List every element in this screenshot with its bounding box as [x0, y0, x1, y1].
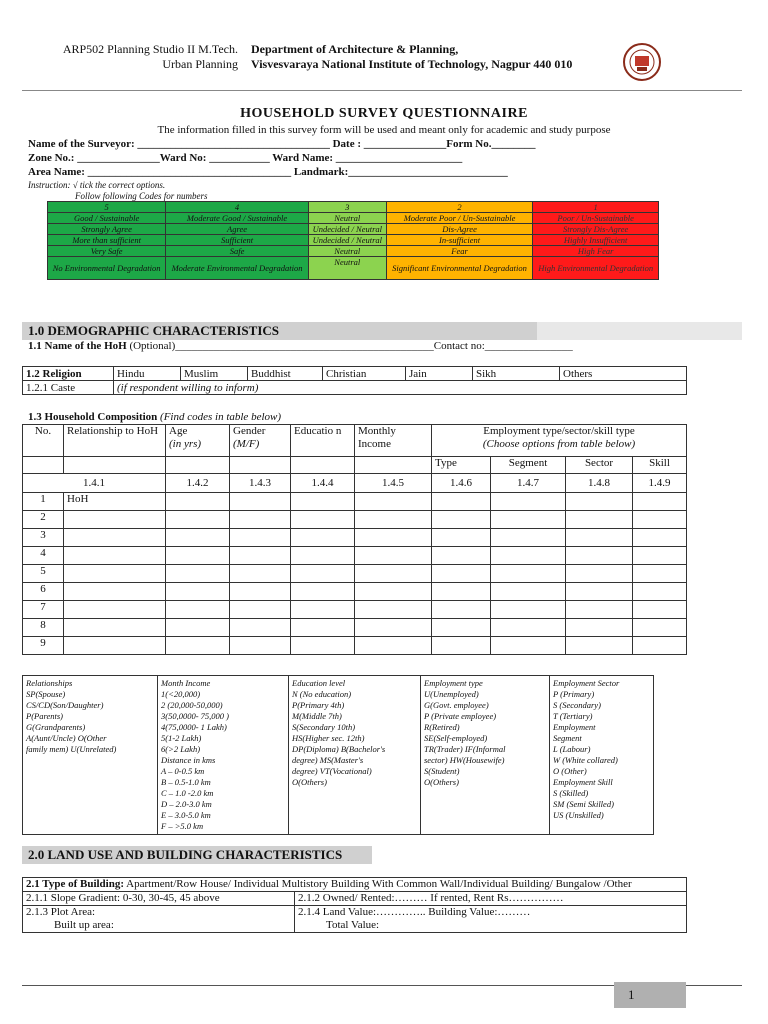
hh-code: 1.4.5: [355, 474, 432, 493]
composition-note: (Find codes in table below): [160, 411, 282, 423]
code-cell: Undecided / Neutral: [308, 235, 386, 246]
hh-row-relationship[interactable]: HoH: [64, 493, 166, 511]
code-cell: High Environmental Degradation: [533, 257, 659, 280]
hh-header-employment: [432, 425, 687, 457]
legend-line: E – 3.0-5.0 km: [161, 810, 211, 820]
code-cell: Neutral: [308, 213, 386, 224]
employment-label: Employment type/sector/skill type: [483, 425, 635, 437]
code-cell: Moderate Good / Sustainable: [166, 213, 309, 224]
code-cell: Strongly Agree: [48, 224, 166, 235]
legend-employment-sector: [550, 676, 654, 835]
legend-line: S(Student): [424, 766, 460, 776]
caste-row: [23, 381, 687, 395]
builtup-area[interactable]: Built up area:: [54, 919, 114, 931]
hh-row-relationship[interactable]: [64, 565, 166, 583]
code-2: 2: [386, 202, 532, 213]
legend-line: O (Other): [553, 766, 587, 776]
religion-option[interactable]: Muslim: [181, 367, 248, 381]
code-cell: Neutral: [308, 246, 386, 257]
building-value-row: [23, 906, 687, 933]
code-1: 1: [533, 202, 659, 213]
legend-line: D – 2.0-3.0 km: [161, 799, 212, 809]
hh-code: 1.4.1: [23, 474, 166, 493]
legend-line: P(Primary 4th): [292, 700, 345, 710]
header-divider: [22, 90, 742, 91]
legend-line: Month Income: [161, 678, 211, 688]
legend-line: N (No education): [292, 689, 352, 699]
hh-row-relationship[interactable]: [64, 583, 166, 601]
code-cell: Highly Insufficient: [533, 235, 659, 246]
religion-table: [22, 366, 687, 395]
religion-option[interactable]: Christian: [323, 367, 406, 381]
codes-row: [48, 213, 659, 224]
legend-line: S (Skilled): [553, 788, 589, 798]
religion-label: 1.2 Religion: [23, 367, 114, 381]
building-type-label: 2.1 Type of Building:: [26, 878, 125, 890]
legend-line: Segment: [553, 733, 582, 743]
legend-income: [158, 676, 289, 835]
code-cell: Agree: [166, 224, 309, 235]
religion-option[interactable]: Buddhist: [248, 367, 323, 381]
hh-sub-sector: Sector: [566, 457, 633, 474]
hh-code: 1.4.3: [230, 474, 291, 493]
rating-codes-table: [47, 201, 659, 280]
hh-row[interactable]: [23, 637, 687, 655]
legend-row: [23, 676, 654, 835]
course-line-2: Urban Planning: [162, 57, 238, 71]
building-table: [22, 877, 687, 933]
gender-unit: (M/F): [233, 438, 260, 450]
hh-row-no: 7: [23, 601, 64, 619]
legend-line: sector) HW(Housewife): [424, 755, 505, 765]
code-cell: Strongly Dis-Agree: [533, 224, 659, 235]
legend-line: 2 (20,000-50,000): [161, 700, 223, 710]
legend-line: S (Secondary): [553, 700, 601, 710]
religion-row: [23, 367, 687, 381]
legend-line: TR(Trader) IF(Informal: [424, 744, 506, 754]
religion-option[interactable]: Jain: [406, 367, 473, 381]
code-cell: Poor / Un-Sustainable: [533, 213, 659, 224]
legend-line: SM (Semi Skilled): [553, 799, 614, 809]
land-value[interactable]: 2.1.4 Land Value:………….. Building Value:………: [298, 906, 531, 918]
hh-header-relationship: Relationship to HoH: [64, 425, 166, 457]
legend-line: S(Secondary 10th): [292, 722, 356, 732]
hh-row-no: 2: [23, 511, 64, 529]
hh-row-no: 5: [23, 565, 64, 583]
instruction-text: Instruction: √ tick the correct options.: [28, 180, 166, 190]
hh-sub-segment: Segment: [491, 457, 566, 474]
department-info: [251, 42, 572, 72]
hh-code: 1.4.6: [432, 474, 491, 493]
legend-line: 6(>2 Lakh): [161, 744, 201, 754]
legend-line: O(Others): [292, 777, 327, 787]
legend-education: [289, 676, 421, 835]
hh-row-no: 4: [23, 547, 64, 565]
legend-line: Education level: [292, 678, 346, 688]
legend-line: CS/CD(Son/Daughter): [26, 700, 104, 710]
legend-line: 4(75,0000- 1 Lakh): [161, 722, 227, 732]
course-line-1: ARP502 Planning Studio II M.Tech.: [62, 42, 238, 56]
employment-note: (Choose options from table below): [482, 438, 636, 450]
code-cell: Undecided / Neutral: [308, 224, 386, 235]
legend-line: Employment: [553, 722, 596, 732]
area-field[interactable]: Area Name: _____________________________________ Landmark:_____________________________: [28, 166, 508, 178]
department-line-1: Department of Architecture & Planning,: [251, 42, 459, 56]
owned-rented[interactable]: 2.1.2 Owned/ Rented:……… If rented, Rent Rs……………: [295, 892, 687, 906]
code-cell: High Fear: [533, 246, 659, 257]
hh-row-no: 1: [23, 493, 64, 511]
plot-area-cell[interactable]: [23, 906, 295, 933]
code-cell: Neutral: [308, 257, 386, 280]
legend-line: O(Others): [424, 777, 459, 787]
codes-legend-table: [22, 675, 654, 835]
legend-line: F – >5.0 km: [161, 821, 204, 831]
code-5: 5: [48, 202, 166, 213]
code-cell: Dis-Agree: [386, 224, 532, 235]
form-title: HOUSEHOLD SURVEY QUESTIONNAIRE: [240, 106, 528, 121]
hh-header-row: [23, 425, 687, 457]
religion-option[interactable]: Others: [560, 367, 687, 381]
religion-option[interactable]: Hindu: [114, 367, 181, 381]
legend-line: Employment Sector: [553, 678, 620, 688]
hh-sub-skill: Skill: [633, 457, 687, 474]
codes-row: [48, 257, 659, 280]
legend-line: B – 0.5-1.0 km: [161, 777, 211, 787]
plot-area[interactable]: 2.1.3 Plot Area:: [26, 906, 96, 918]
legend-line: T (Tertiary): [553, 711, 593, 721]
hh-row[interactable]: [23, 601, 687, 619]
code-cell: Good / Sustainable: [48, 213, 166, 224]
hh-row-no: 3: [23, 529, 64, 547]
hh-code: 1.4.7: [491, 474, 566, 493]
hh-row[interactable]: [23, 511, 687, 529]
hh-row[interactable]: [23, 529, 687, 547]
age-unit: (in yrs): [169, 438, 202, 450]
hoh-label: 1.1 Name of the HoH: [28, 340, 127, 352]
hoh-field[interactable]: [28, 340, 573, 352]
code-cell: Sufficient: [166, 235, 309, 246]
code-cell: Moderate Environmental Degradation: [166, 257, 309, 280]
code-4: 4: [166, 202, 309, 213]
legend-relationships: [23, 676, 158, 835]
code-cell: Fear: [386, 246, 532, 257]
code-cell: In-sufficient: [386, 235, 532, 246]
code-cell: Very Safe: [48, 246, 166, 257]
codes-number-row: [48, 202, 659, 213]
hh-sub-type: Type: [432, 457, 491, 474]
legend-line: 5(1-2 Lakh): [161, 733, 202, 743]
building-type-options[interactable]: Apartment/Row House/ Individual Multistory Building With Common Wall/Individual Building/ Bungalow /Other: [126, 878, 632, 890]
codes-row: [48, 246, 659, 257]
hh-row-relationship[interactable]: [64, 529, 166, 547]
gender-label: Gender: [233, 425, 266, 437]
codes-row: [48, 235, 659, 246]
legend-line: SP(Spouse): [26, 689, 66, 699]
legend-line: G(Grandparents): [26, 722, 86, 732]
hh-header-no: No.: [23, 425, 64, 457]
hh-row-relationship[interactable]: [64, 547, 166, 565]
hh-code: 1.4.9: [633, 474, 687, 493]
age-label: Age: [169, 425, 188, 437]
legend-line: 3(50,0000- 75,000 ): [161, 711, 229, 721]
codes-row: [48, 224, 659, 235]
code-cell: More than sufficient: [48, 235, 166, 246]
legend-line: Relationships: [26, 678, 73, 688]
hh-header-gender: [230, 425, 291, 457]
codes-instruction: Follow following Codes for numbers: [75, 191, 208, 201]
legend-line: degree) MS(Master's: [292, 755, 364, 765]
hh-row[interactable]: [23, 493, 687, 511]
building-slope-row: [23, 892, 687, 906]
hh-row-no: 9: [23, 637, 64, 655]
legend-line: M(Middle 7th): [292, 711, 342, 721]
caste-note[interactable]: (if respondent willing to inform): [114, 381, 687, 395]
legend-line: P(Parents): [26, 711, 63, 721]
composition-title: 1.3 Household Composition: [28, 411, 158, 423]
code-cell: No Environmental Degradation: [48, 257, 166, 280]
legend-line: P (Private employee): [424, 711, 497, 721]
legend-line: L (Labour): [553, 744, 591, 754]
legend-line: 1(<20,000): [161, 689, 201, 699]
code-cell: Moderate Poor / Un-Sustainable: [386, 213, 532, 224]
religion-option[interactable]: Sikh: [473, 367, 560, 381]
section1-title: 1.0 DEMOGRAPHIC CHARACTERISTICS: [28, 323, 279, 338]
legend-line: W (White collared): [553, 755, 618, 765]
building-type-cell[interactable]: [23, 878, 687, 892]
hh-row[interactable]: [23, 547, 687, 565]
zone-field[interactable]: Zone No.: _______________Ward No: ___________ Ward Name: _______________________: [28, 152, 463, 164]
hh-row-relationship[interactable]: [64, 601, 166, 619]
hh-row-no: 8: [23, 619, 64, 637]
hh-row-relationship[interactable]: [64, 619, 166, 637]
hh-row-relationship[interactable]: [64, 511, 166, 529]
hoh-optional: (Optional): [129, 340, 176, 352]
legend-line: HS(Higher sec. 12th): [292, 733, 365, 743]
caste-label: 1.2.1 Caste: [23, 381, 114, 395]
legend-line: degree) VT(Vocational): [292, 766, 372, 776]
legend-line: A – 0-0.5 km: [161, 766, 205, 776]
composition-label: [28, 411, 281, 423]
legend-line: Employment type: [424, 678, 483, 688]
hh-code: 1.4.2: [166, 474, 230, 493]
section2-title: 2.0 LAND USE AND BUILDING CHARACTERISTICS: [22, 846, 372, 864]
legend-line: family mem) U(Unrelated): [26, 744, 117, 754]
legend-line: R(Retired): [424, 722, 460, 732]
legend-line: DP(Diploma) B(Bachelor's: [292, 744, 386, 754]
hh-row[interactable]: [23, 583, 687, 601]
code-cell: Significant Environmental Degradation: [386, 257, 532, 280]
code-3: 3: [308, 202, 386, 213]
hh-header-education: Educatio n: [291, 425, 355, 457]
legend-line: Distance in kms: [161, 755, 216, 765]
page-number: 1: [614, 982, 686, 1008]
contact-field[interactable]: Contact no:________________: [433, 340, 573, 352]
hh-header-income: Monthly Income: [355, 425, 432, 457]
building-type-row[interactable]: [23, 878, 687, 892]
institute-logo-icon: [622, 42, 662, 82]
hoh-blank: _______________________________________________: [175, 340, 434, 352]
hh-code-row: [23, 474, 687, 493]
legend-line: US (Unskilled): [553, 810, 604, 820]
legend-line: G(Govt. employee): [424, 700, 489, 710]
hh-row[interactable]: [23, 619, 687, 637]
slope-gradient[interactable]: 2.1.1 Slope Gradient: 0-30, 30-45, 45 above: [23, 892, 295, 906]
hh-header-age: [166, 425, 230, 457]
code-cell: Safe: [166, 246, 309, 257]
hh-code: 1.4.8: [566, 474, 633, 493]
hh-row[interactable]: [23, 565, 687, 583]
total-value[interactable]: Total Value:: [326, 919, 380, 931]
legend-line: Employment Skill: [553, 777, 613, 787]
course-info: [48, 42, 238, 72]
legend-line: C – 1.0 -2.0 km: [161, 788, 214, 798]
legend-line: A(Aunt/Uncle) O(Other: [26, 733, 107, 743]
hh-subheader-row: [23, 457, 687, 474]
legend-line: P (Primary): [553, 689, 595, 699]
form-subtitle: The information filled in this survey form will be used and meant only for academic and study purpose: [157, 124, 611, 136]
hh-row-no: 6: [23, 583, 64, 601]
legend-line: SE(Self-employed): [424, 733, 488, 743]
hh-row-relationship[interactable]: [64, 637, 166, 655]
hh-code: 1.4.4: [291, 474, 355, 493]
legend-employment-type: [421, 676, 550, 835]
department-line-2: Visvesvaraya National Institute of Technology, Nagpur 440 010: [251, 57, 573, 71]
household-table: [22, 424, 687, 655]
surveyor-field[interactable]: Name of the Surveyor: ___________________________________ Date : _______________Form No.________: [28, 138, 536, 150]
land-value-cell[interactable]: [295, 906, 687, 933]
legend-line: U(Unemployed): [424, 689, 479, 699]
